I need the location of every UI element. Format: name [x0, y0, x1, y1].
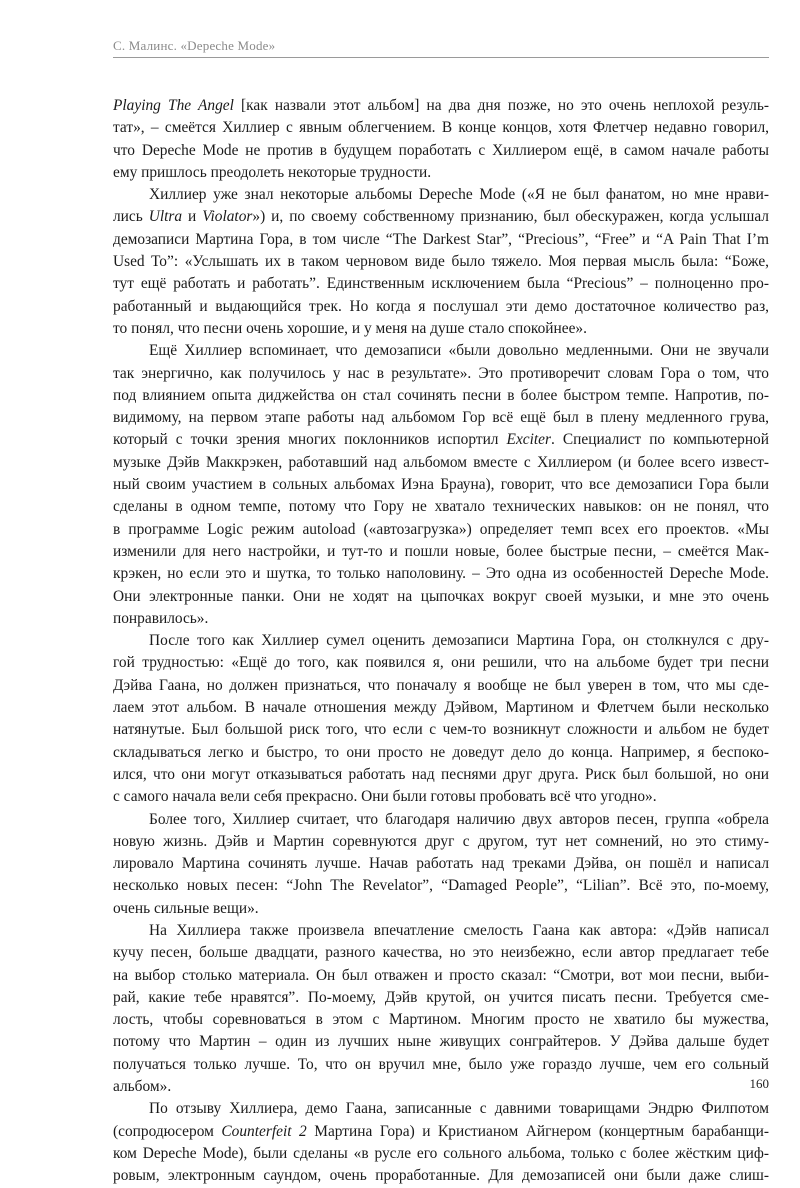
text-line: складываться легко и быстро, то они просто не доведут дело до конца. Например, я беспоко-	[113, 743, 769, 761]
text-line: лись Ultra и Violator») и, по своему собственному признанию, был обескуражен, когда услышал	[113, 208, 769, 226]
italic-title: Counterfeit 2	[221, 1122, 307, 1140]
paragraph	[113, 920, 769, 1098]
text-line: который с точки зрения многих поклонников испортил Exciter. Специалист по компьютерной	[113, 431, 769, 449]
body-text	[113, 95, 769, 1188]
text-line: Более того, Хиллиер считает, что благодаря наличию двух авторов песен, группа «обрела	[149, 810, 769, 828]
text-line: изменили для него настройки, и тут-то и пошли новые, более быстрые песни, – смеётся Мак-	[113, 542, 769, 560]
text-line: На Хиллиера также произвела впечатление смелость Гаана как автора: «Дэйв написал	[149, 921, 769, 939]
text-line: то понял, что песни очень хорошие, и у меня на душе стало спокойнее».	[113, 319, 587, 337]
paragraph	[113, 1098, 769, 1187]
text-line: музыке Дэйв Маккрэкен, работавший над альбомом вместе с Хиллиером (и более всего извест-	[113, 453, 769, 471]
text-line: Дэйва Гаана, но должен признаться, что поначалу я вообще не был уверен в том, что мы сде-	[113, 676, 769, 694]
italic-title: Playing The Angel	[113, 97, 234, 114]
text-line: По отзыву Хиллиера, демо Гаана, записанные с давними товарищами Эндрю Филпотом	[149, 1100, 769, 1118]
text-line: натянутые. Был большой риск того, что если с чем-то возникнут сложности и альбом не будет	[113, 721, 769, 739]
text-line: ровым, электронным саундом, очень проработанные. Для демозаписей они были даже слиш-	[113, 1167, 769, 1185]
text-line: видимому, на первом этапе работы над альбомом Гор всё ещё был в плену медленного грува,	[113, 409, 769, 427]
text-line: лаем этот альбом. В начале отношения между Дэйвом, Мартином и Флетчем были несколько	[113, 699, 769, 717]
text-line: новую жизнь. Дэйв и Мартин соревнуются друг с другом, тут нет сомнений, но это стиму-	[113, 832, 769, 850]
text-line: (сопродюсером Counterfeit 2 Мартина Гора) и Кристианом Айгнером (концертным барабанщи-	[113, 1122, 769, 1140]
italic-title: Violator	[202, 208, 253, 226]
text-line: лировало Мартина сочинять лучше. Начав работать над треками Дэйва, он пошёл и написал	[113, 855, 769, 873]
paragraph	[113, 630, 769, 808]
text-line: под влиянием опыта диджейства он стал сочинять песни в более быстром темпе. Напротив, по-	[113, 386, 769, 404]
text-line: альбом».	[113, 1078, 172, 1096]
text-line: Playing The Angel [как назвали этот альбом] на два дня позже, но это очень неплохой резуль-	[113, 97, 769, 114]
text-line: ему пришлось преодолеть некоторые трудности.	[113, 163, 432, 181]
text-line: очень сильные вещи».	[113, 899, 259, 917]
text-line: так энергично, как получилось у нас в результате». Это противоречит словам Гора о том, что	[113, 364, 769, 382]
text-line: лость, чтобы соревноваться в этом с Мартином. Многим просто не хватило бы мужества,	[113, 1011, 769, 1029]
text-line: работанный и выдающийся трек. Но когда я послушал эти демо достаточное количество раз,	[113, 297, 769, 315]
text-line: понравилось».	[113, 609, 209, 627]
text-line: ный своим участием в сольных альбомах Иэна Брауна), говорит, что все демозаписи Гора были	[113, 476, 769, 494]
text-line: гой трудностью: «Ещё до того, как появился я, они решили, что на альбоме будет три песни	[113, 654, 769, 672]
text-line: рай, какие тебе нравятся”. По-моему, Дэйв крутой, он учится писать песни. Требуется сме-	[113, 988, 769, 1006]
text-line: После того как Хиллиер сумел оценить демозаписи Мартина Гора, он столкнулся с дру-	[149, 632, 769, 650]
text-line: потому что Мартин – один из лучших ныне живущих сонграйтеров. У Дэйва дальше будет	[113, 1033, 769, 1051]
paragraph	[113, 340, 769, 630]
text-line: в программе Logic режим autoload («автозагрузка») определяет темп всех его проектов. «Мы	[113, 520, 769, 538]
paragraph	[113, 809, 769, 920]
header-rule	[113, 57, 769, 58]
text-line: демозаписи Мартина Гора, в том числе “The Darkest Star”, “Precious”, “Free” и “A Pain That I’m	[113, 230, 769, 248]
italic-title: Exciter	[506, 431, 551, 449]
paragraph	[113, 184, 769, 340]
text-line: Ещё Хиллиер вспоминает, что демозаписи «были довольно медленными. Они не звучали	[149, 342, 769, 360]
text-line: несколько новых песен: “John The Revelator”, “Damaged People”, “Lilian”. Всё это, по-моему,	[113, 877, 769, 895]
text-line: Хиллиер уже знал некоторые альбомы Depeche Mode («Я не был фанатом, но мне нрави-	[149, 186, 769, 204]
running-header: С. Малинс. «Depeche Mode»	[113, 38, 276, 53]
text-line: тат», – смеётся Хиллиер с явным облегчением. В конце концов, хотя Флетчер недавно говорил,	[113, 119, 769, 137]
text-line: тут ещё работать и работать”. Единственным исключением была “Precious” – полноценно про-	[113, 275, 769, 293]
text-line: крэкен, но если это и шутка, то только наполовину. – Это одна из особенностей Depeche Mode.	[113, 565, 769, 583]
text-line: кучу песен, больше двадцати, разного качества, но это неизбежно, если автор предлагает тебе	[113, 944, 769, 962]
text-line: ился, что они могут отказываться работать над песнями друг друга. Риск был большой, но они	[113, 765, 769, 783]
text-line: Used To”: «Услышать их в таком черновом виде было тяжело. Моя первая мысль была: “Боже,	[113, 253, 769, 271]
text-line: Они электронные панки. Они не ходят на цыпочках вокруг своей музыки, и мне это очень	[113, 587, 769, 605]
text-line: ком Depeche Mode), были сделаны «в русле его сольного альбома, только с более жёстким циф-	[113, 1144, 769, 1162]
text-line: на выбор столько материала. Он был отважен и просто сказал: “Смотри, вот мои песни, выби-	[113, 966, 769, 984]
paragraph	[113, 95, 769, 184]
text-line: с самого начала вели себя прекрасно. Они были готовы пробовать всё что угодно».	[113, 788, 657, 806]
text-line: получаться только лучше. То, что он вручил мне, было уже гораздо лучше, чем его сольный	[113, 1055, 769, 1073]
text-line: сделаны в одном темпе, потому что Гору не хватало технических навыков: он не понял, что	[113, 498, 769, 516]
page-number: 160	[749, 1076, 769, 1091]
italic-title: Ultra	[148, 208, 183, 226]
text-line: что Depeche Mode не против в будущем поработать с Хиллиером ещё, в самом начале работы	[113, 141, 769, 159]
